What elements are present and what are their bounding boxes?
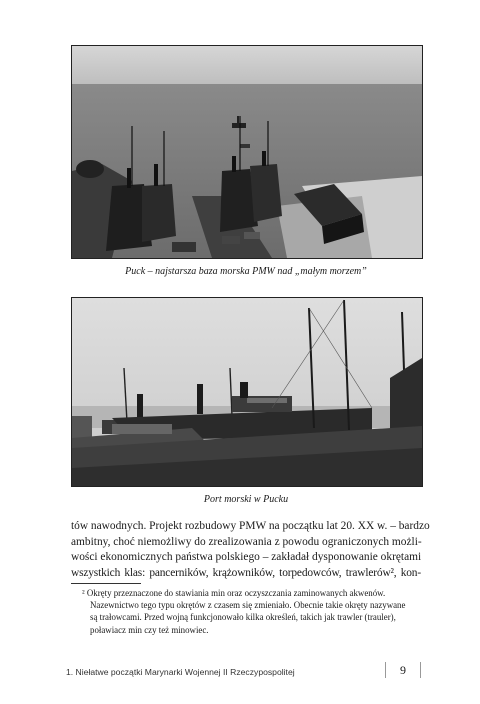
figure-caption: Port morski w Pucku xyxy=(203,494,289,505)
footer-divider xyxy=(420,662,421,678)
body-line: ambitny, choć niemożliwy do zrealizowania z powodu ograniczonych możli- xyxy=(71,535,422,548)
body-line: tów nawodnych. Projekt rozbudowy PMW na początku lat 20. XX w. – bardzo xyxy=(71,520,430,532)
harbour-photo-puck xyxy=(71,45,423,259)
footnote-divider xyxy=(71,583,141,584)
running-footer-chapter-title: 1. Niełatwe początki Marynarki Wojennej II Rzeczypospolitej xyxy=(66,667,295,677)
body-line: wszystkich klas: pancerników, krążowników, torpedowców, trawlerów², kon- xyxy=(71,566,421,579)
footnote-line: poławiacz min czy też minowiec. xyxy=(90,624,209,635)
footnote-line: ² Okręty przeznaczone do stawiania min oraz oczyszczania zaminowanych akwenów. xyxy=(82,588,386,598)
footnote-line: są trałowcami. Przed wojną funkcjonowało kilka określeń, takich jak trawler (trauler), xyxy=(90,612,396,623)
footnote-line: Nazewnictwo tego typu okrętów z czasem się zmieniało. Obecnie takie okręty nazywane xyxy=(90,600,406,611)
footnote xyxy=(82,587,422,636)
figure-caption: Puck – najstarsza baza morska PMW nad „małym morzem” xyxy=(125,266,367,277)
port-photo-puck xyxy=(71,297,423,487)
page-number: 9 xyxy=(400,663,406,677)
body-line: wości ekonomicznych państwa polskiego – zakładał dysponowanie okrętami xyxy=(71,551,422,564)
body-paragraph xyxy=(71,519,430,581)
